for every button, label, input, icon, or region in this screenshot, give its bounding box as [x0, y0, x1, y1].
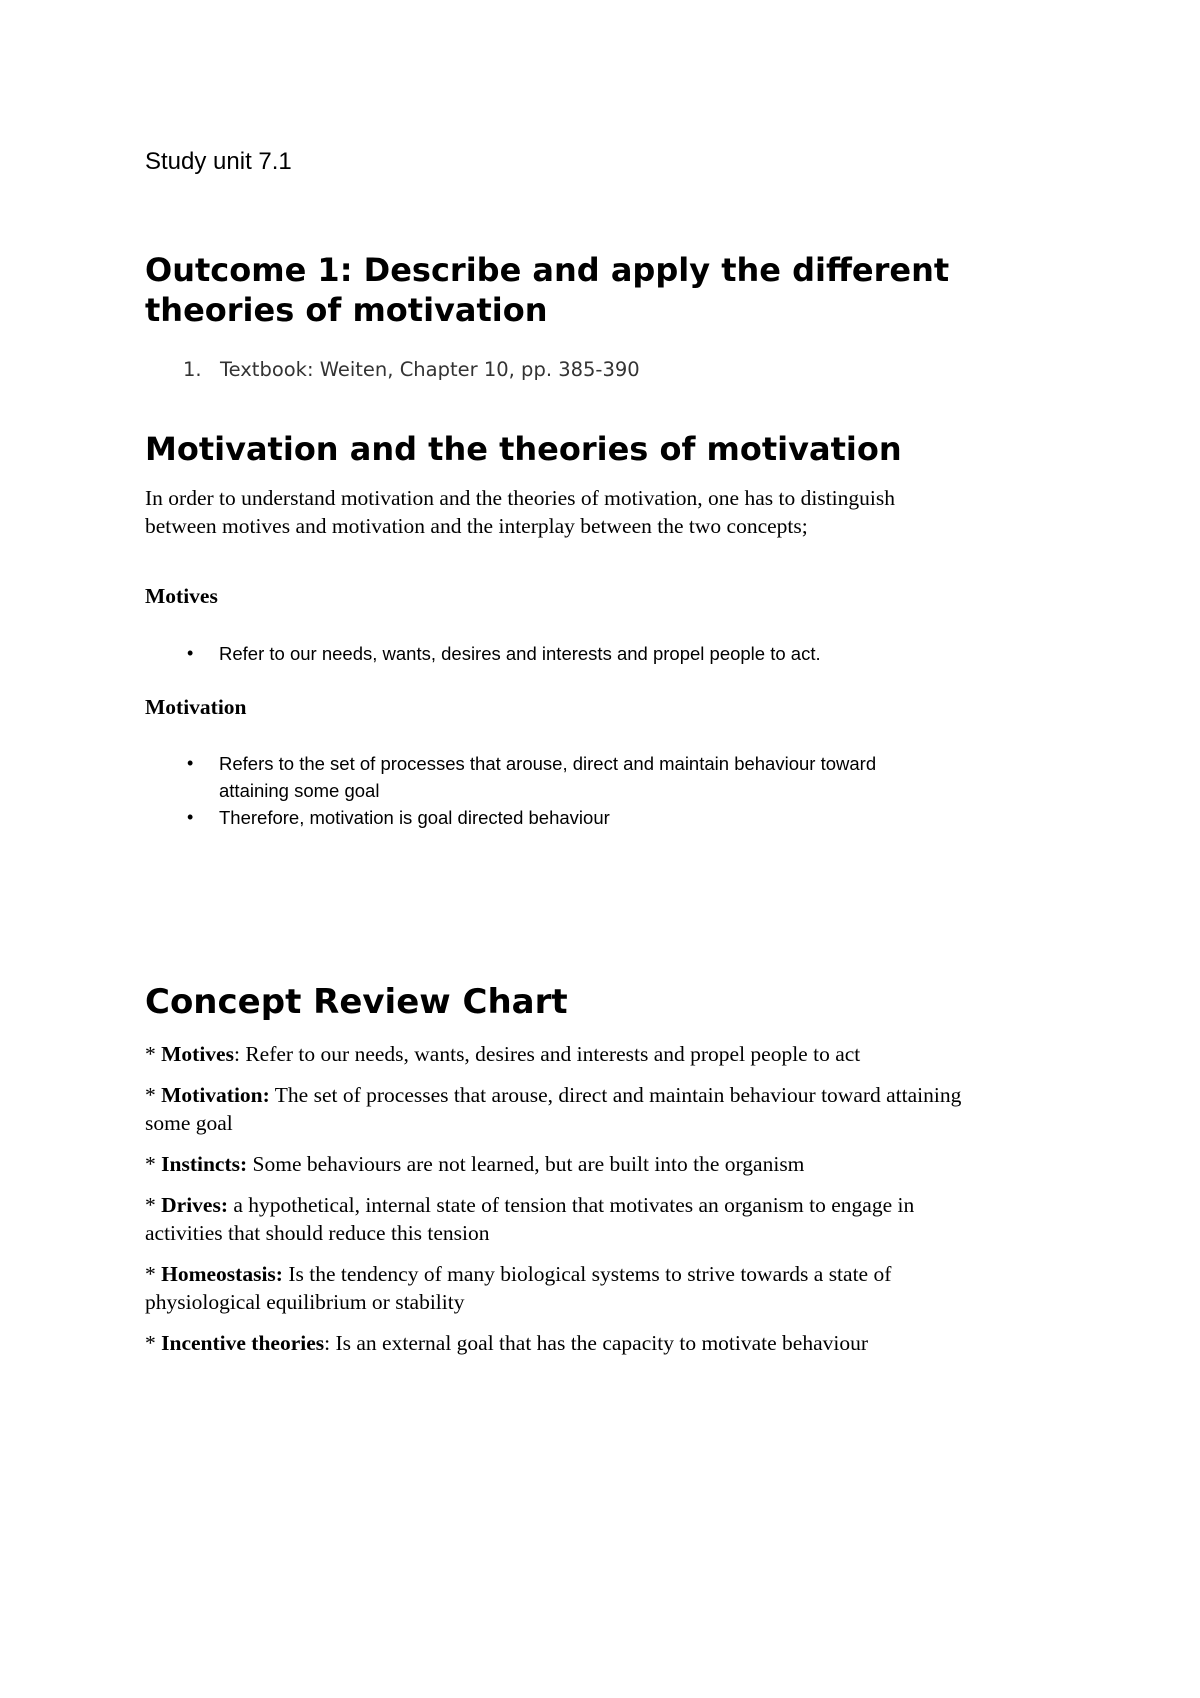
- concept-definition: a hypothetical, internal state of tension that motivates an organism to engage in activities that should reduce this tension: [145, 1193, 915, 1245]
- list-item: [145, 804, 945, 831]
- concept-term: Drives:: [161, 1193, 228, 1217]
- concept-item: [145, 1040, 985, 1068]
- bullet-text: Refers to the set of processes that arouse, direct and maintain behaviour toward attaining some goal: [219, 753, 877, 801]
- concept-prefix: *: [145, 1331, 162, 1355]
- concept-prefix: *: [145, 1042, 162, 1066]
- motivation-bullet-list: [145, 750, 945, 831]
- concept-item: [145, 1150, 985, 1178]
- study-unit-label: Study unit 7.1: [145, 148, 292, 175]
- concept-definition: The set of processes that arouse, direct and maintain behaviour toward attaining some goal: [145, 1083, 962, 1135]
- motivation-subheading: Motivation: [145, 695, 247, 719]
- concept-term: Homeostasis:: [161, 1262, 283, 1286]
- concept-review-list: [145, 1040, 985, 1370]
- concept-item: [145, 1329, 985, 1357]
- concept-prefix: *: [145, 1083, 162, 1107]
- intro-paragraph: In order to understand motivation and the theories of motivation, one has to distinguish between motives and motivation and the interplay between the two concepts;: [145, 486, 895, 538]
- motivation-section-heading: Motivation and the theories of motivation: [145, 430, 902, 468]
- concept-term: Motivation:: [161, 1083, 270, 1107]
- concept-definition: Is the tendency of many biological systems to strive towards a state of physiological equilibrium or stability: [145, 1262, 892, 1314]
- motives-bullet-list: [145, 640, 945, 667]
- bullet-icon: •: [187, 807, 194, 827]
- list-item: [145, 640, 945, 667]
- concept-definition: Some behaviours are not learned, but are built into the organism: [247, 1152, 805, 1176]
- textbook-reference-item: [183, 358, 640, 381]
- concept-item: [145, 1260, 985, 1316]
- textbook-reference-text: Textbook: Weiten, Chapter 10, pp. 385-390: [220, 358, 640, 381]
- concept-term: Instincts:: [161, 1152, 248, 1176]
- concept-prefix: *: [145, 1152, 162, 1176]
- concept-definition: : Refer to our needs, wants, desires and interests and propel people to act: [233, 1042, 861, 1066]
- bullet-icon: •: [187, 753, 194, 773]
- motives-subheading: Motives: [145, 584, 218, 608]
- bullet-text: Therefore, motivation is goal directed behaviour: [219, 807, 610, 828]
- concept-definition: : Is an external goal that has the capacity to motivate behaviour: [324, 1331, 869, 1355]
- concept-review-heading: Concept Review Chart: [145, 982, 568, 1022]
- bullet-icon: •: [187, 643, 194, 663]
- concept-prefix: *: [145, 1262, 162, 1286]
- concept-term: Motives: [161, 1042, 234, 1066]
- concept-term: Incentive theories: [161, 1331, 325, 1355]
- list-number: 1.: [183, 358, 202, 381]
- list-item: [145, 750, 945, 804]
- concept-item: [145, 1191, 985, 1247]
- concept-prefix: *: [145, 1193, 162, 1217]
- outcome-heading: Outcome 1: Describe and apply the different theories of motivation: [145, 251, 950, 329]
- bullet-text: Refer to our needs, wants, desires and interests and propel people to act.: [219, 643, 821, 664]
- concept-item: [145, 1081, 985, 1137]
